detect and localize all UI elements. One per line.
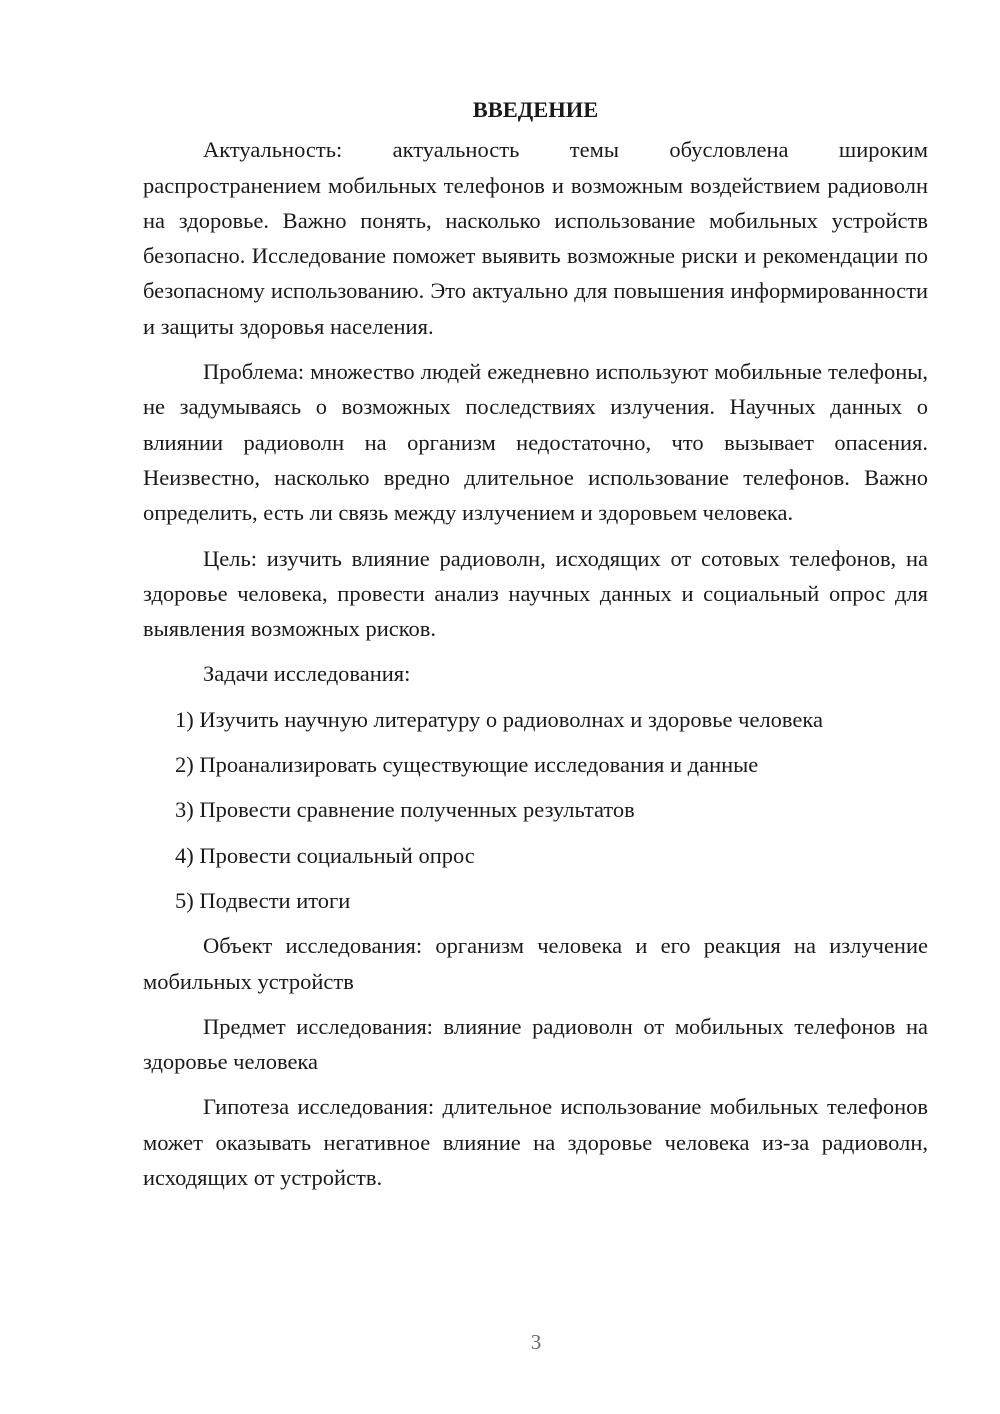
relevance-paragraph: Актуальность: актуальность темы обусловлена широким распространением мобильных телефонов и возможным воздействием радиоволн на здоровье. Важно понять, насколько использование мобильных устройств безопасно. Исследование поможет выявить возможные риски и рекомендации по безопасному использованию. Это актуально для повышения информированности и защиты здоровья населения.: [143, 137, 928, 339]
goal-paragraph: Цель: изучить влияние радиоволн, исходящих от сотовых телефонов, на здоровье человека, провести анализ научных данных и социальный опрос для выявления возможных рисков.: [143, 545, 928, 642]
object-paragraph: Объект исследования: организм человека и его реакция на излучение мобильных устройств: [143, 933, 928, 994]
tasks-title: Задачи исследования:: [203, 661, 411, 687]
page-content: [143, 92, 928, 1205]
task-item-5: 5) Подвести итоги: [175, 887, 351, 913]
page-number: 3: [530, 1330, 542, 1354]
task-item-3: 3) Провести сравнение полученных результатов: [175, 797, 635, 823]
subject-paragraph: Предмет исследования: влияние радиоволн от мобильных телефонов на здоровье человека: [143, 1013, 928, 1075]
task-item-4: 4) Провести социальный опрос: [175, 842, 475, 868]
task-item-2: 2) Проанализировать существующие исследования и данные: [175, 752, 759, 778]
problem-paragraph: Проблема: множество людей ежедневно используют мобильные телефоны, не задумываясь о возможных последствиях излучения. Научных данных о влиянии радиоволн на организм недостаточно, что вызывает опасения. Неизвестно, насколько вредно длительное использование телефонов. Важно определить, есть ли связь между излучением и здоровьем человека.: [143, 359, 928, 526]
task-item-1: 1) Изучить научную литературу о радиоволнах и здоровье человека: [175, 706, 823, 732]
hypothesis-paragraph: Гипотеза исследования: длительное использование мобильных телефонов может оказывать негативное влияние на здоровье человека из-за радиоволн, исходящих от устройств.: [143, 1094, 928, 1191]
section-heading: ВВЕДЕНИЕ: [472, 97, 599, 122]
